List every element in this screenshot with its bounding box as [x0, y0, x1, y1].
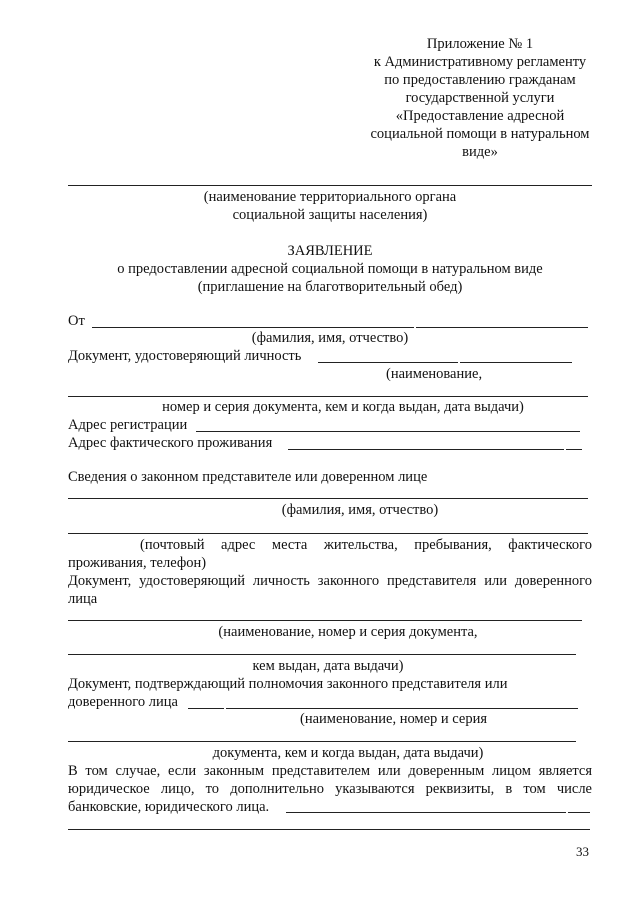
representative-doc-caption-2: кем выдан, дата выдачи) — [252, 658, 404, 674]
appendix-line: социальной помощи в натуральном — [370, 126, 590, 142]
org-name-field[interactable] — [68, 185, 592, 186]
representative-address-field[interactable] — [68, 533, 588, 534]
representative-fio-caption: (фамилия, имя, отчество) — [281, 502, 439, 518]
representative-doc-caption: (наименование, номер и серия документа, — [218, 624, 478, 640]
document-subtitle: о предоставлении адресной социальной помощи в натуральном виде — [117, 261, 543, 277]
appendix-line: виде» — [462, 144, 498, 160]
legal-entity-details-field-2[interactable] — [568, 812, 590, 813]
applicant-fio-field[interactable] — [92, 327, 414, 328]
authority-doc-caption: (наименование, номер и серия — [300, 711, 488, 727]
appendix-title: Приложение № 1 — [426, 36, 534, 52]
representative-doc-field[interactable] — [68, 620, 582, 621]
document-title: ЗАЯВЛЕНИЕ — [287, 243, 373, 259]
authority-doc-field-2[interactable] — [226, 708, 578, 709]
appendix-line: по предоставлению гражданам — [384, 72, 576, 88]
appendix-line: «Предоставление адресной — [395, 108, 565, 124]
from-label: От — [68, 313, 85, 329]
legal-entity-text-3: банковские, юридического лица. — [68, 799, 270, 815]
legal-entity-details-field-3[interactable] — [68, 829, 590, 830]
representative-fio-field[interactable] — [68, 498, 588, 499]
appendix-line: государственной услуги — [405, 90, 555, 106]
applicant-doc-caption-2: номер и серия документа, кем и когда выдан, дата выдачи) — [162, 399, 524, 415]
org-caption: социальной защиты населения) — [232, 207, 428, 223]
authority-doc-label: Документ, подтверждающий полномочия законного представителя или — [68, 676, 508, 692]
legal-entity-text-2: юридическое лицо, то дополнительно указываются реквизиты, в том числе — [68, 781, 592, 797]
legal-entity-text: В том случае, если законным представителем или доверенным лицом является — [68, 763, 592, 779]
representative-doc-label-2: лица — [68, 591, 98, 607]
authority-doc-label-2: доверенного лица — [68, 694, 178, 710]
registration-address-field[interactable] — [196, 431, 580, 432]
applicant-doc-label: Документ, удостоверяющий личность — [68, 348, 302, 364]
applicant-doc-caption: (наименование, — [386, 366, 483, 382]
actual-address-label: Адрес фактического проживания — [68, 435, 273, 451]
appendix-line: к Административному регламенту — [373, 54, 587, 70]
applicant-fio-caption: (фамилия, имя, отчество) — [251, 330, 409, 346]
authority-doc-field[interactable] — [188, 708, 224, 709]
representative-address-caption-2: проживания, телефон) — [68, 555, 207, 571]
document-subtitle-2: (приглашение на благотворительный обед) — [197, 279, 463, 295]
authority-doc-caption-2: документа, кем и когда выдан, дата выдачи) — [212, 745, 484, 761]
authority-doc-field-3[interactable] — [68, 741, 576, 742]
representative-address-caption: (почтовый адрес места жительства, пребывания, фактического — [140, 537, 592, 553]
applicant-doc-field[interactable] — [318, 362, 458, 363]
actual-address-field[interactable] — [288, 449, 564, 450]
actual-address-field-2[interactable] — [566, 449, 582, 450]
applicant-doc-field-3[interactable] — [68, 396, 588, 397]
registration-label: Адрес регистрации — [68, 417, 188, 433]
applicant-fio-field-2[interactable] — [416, 327, 588, 328]
page-number: 33 — [576, 844, 589, 859]
representative-heading: Сведения о законном представителе или доверенном лице — [68, 469, 428, 485]
legal-entity-details-field[interactable] — [286, 812, 566, 813]
representative-doc-label: Документ, удостоверяющий личность законного представителя или доверенного — [68, 573, 592, 589]
org-caption: (наименование территориального органа — [203, 189, 457, 205]
applicant-doc-field-2[interactable] — [460, 362, 572, 363]
representative-doc-field-2[interactable] — [68, 654, 576, 655]
